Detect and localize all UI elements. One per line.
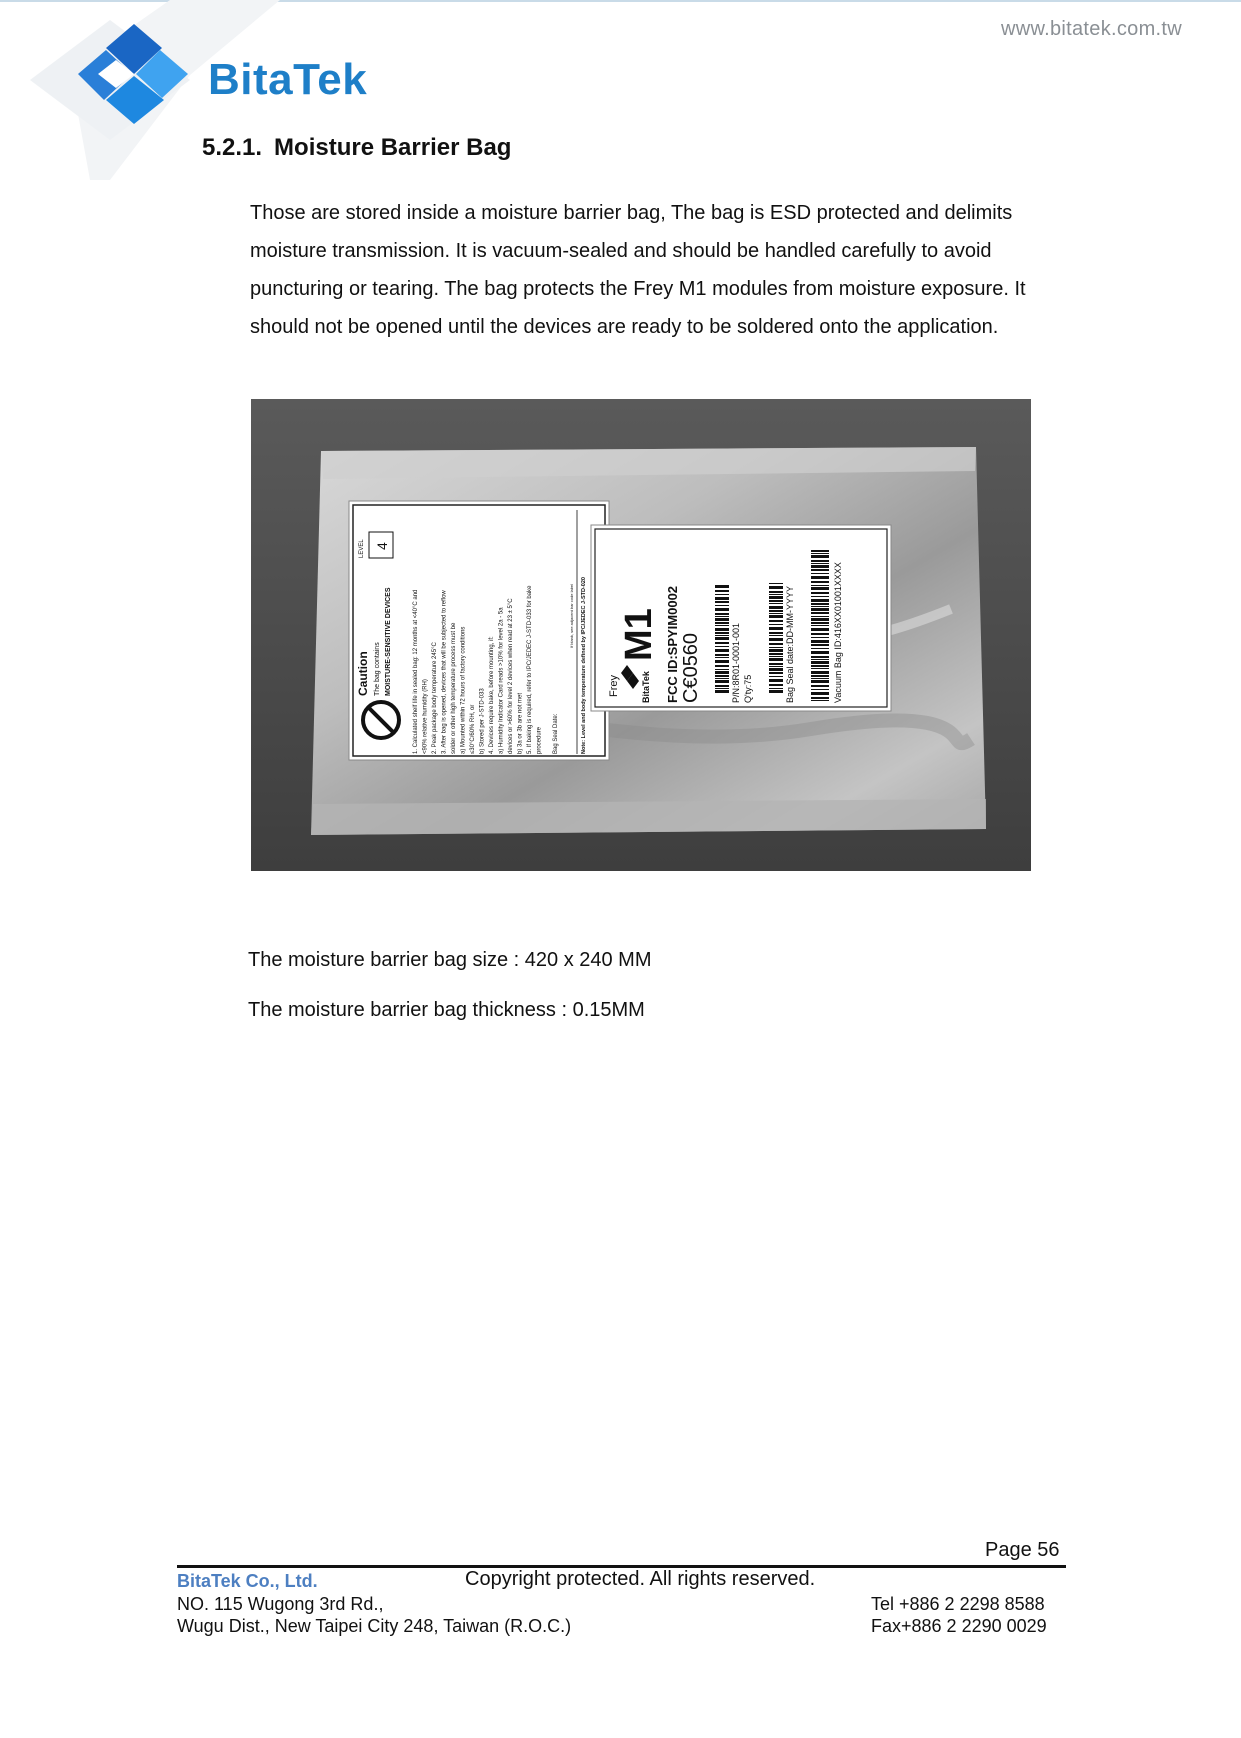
caution-title: Caution [356,651,370,696]
barcode-bar [715,688,729,689]
barcode-bar [811,603,829,605]
blank-note: If blank, see adjacent bar code label [569,583,574,648]
caution-item: a) Mounted within 72 hours of factory conditions [460,626,467,754]
barcode-bar [811,692,829,695]
barcode-bar [769,606,783,609]
caution-item: <90% relative humidity (RH) [422,679,429,754]
barcode-bar [811,592,829,594]
barcode-bar [769,613,783,614]
barcode-bar [811,689,829,690]
barcode-bar [769,656,783,657]
barcode-bar [769,586,783,589]
caution-label [349,501,609,760]
barcode-bar [715,646,729,647]
barcode-bar [769,643,783,645]
barcode-bar [811,612,829,614]
barcode-bar [811,700,829,701]
barcode-bar [811,573,829,574]
barcode-bar [715,680,729,683]
barcode-bar [811,661,829,664]
barcode-bar [769,668,783,671]
barcode-bar [811,596,829,597]
caution-item: 4. Devices require bake, before mounting, if: [489,636,495,754]
product-seal-date: Bag Seal date:DD-MM-YYYY [785,585,795,703]
barcode-bar [811,563,829,564]
product-brand-small: Frey [608,675,620,697]
barcode-bar [715,665,729,667]
barcode-bar [715,625,729,626]
website-url: www.bitatek.com.tw [1001,18,1183,40]
caution-devices: MOISTURE-SENSITIVE DEVICES [385,587,392,696]
barcode-bar [769,658,783,661]
barcode-bar [715,622,729,624]
barcode-bar [811,628,829,631]
barcode-bar [811,599,829,602]
barcode-bar [715,590,729,592]
caution-item: procedure [536,726,543,754]
barcode-bar [811,618,829,621]
caution-item: 3. After bag is opened, devices that will be subjected to reflow [441,590,448,754]
barcode-bar [769,632,783,634]
barcode-bar [715,678,729,679]
barcode-bar [811,656,829,658]
barcode-bar [811,668,829,669]
section-paragraph: Those are stored inside a moisture barrier bag, The bag is ESD protected and delimits moisture transmission. It is vacuum-sealed and should be handled carefully to avoid puncturing or tearing. The bag protects the Frey M1 modules from moisture exposure. It should not be opened until the devices are ready to be soldered onto the application. [250,202,1026,338]
barcode-bar [811,585,829,586]
bitatek-logo-icon [76,24,196,124]
barcode-bar [715,669,729,670]
page-number: Page 56 [985,1539,1060,1561]
barcode-bar [715,637,729,640]
bag-size-text: The moisture barrier bag size : 420 x 240 MM [248,949,652,971]
barcode-bar [811,550,829,552]
caution-item: 5. If baking is required, refer to IPC/JEDEC J-STD-033 for bake [527,585,533,754]
barcode-bar [811,680,829,683]
barcode-bar [811,697,829,699]
barcode-bar [715,642,729,644]
barcode-bar [715,585,729,588]
barcode-bar [715,657,729,658]
level-label: LEVEL [359,539,365,558]
barcode-bar [715,671,729,674]
moisture-barrier-bag-photo [251,399,1031,871]
caution-note: Note: Level and body temperature defined by IPC/JEDEC J-STD-020 [581,577,587,754]
barcode-bar [811,616,829,617]
barcode-bar [715,654,729,656]
caution-item: b) 3a or 3b are not met [517,692,524,754]
barcode-bar [715,616,729,617]
section-heading [202,134,511,162]
caution-item: a) Humidity Indicator Card reads >10% for level 2a - 5a [498,607,505,754]
bag-thickness-text: The moisture barrier bag thickness : 0.15MM [248,999,645,1021]
product-maker: BitaTek [641,671,651,703]
section-number: 5.2.1. [202,134,263,161]
barcode-bar [811,608,829,611]
product-pn: P/N:8R01-0001-001 [731,622,741,703]
product-bag-id: Vacuum Bag ID:416XX01001XXXX [833,562,843,703]
product-model: M1 [618,608,660,661]
barcode-bar [715,597,729,600]
barcode-bar [715,613,729,615]
barcode-bar [769,600,783,602]
caution-item: b) Stored per J-STD-033 [479,688,486,754]
barcode-bar [811,625,829,626]
barcode-bar [769,663,783,665]
barcode-bar [811,678,829,679]
barcode-bar [769,672,783,674]
caution-subtitle: The bag contains [374,642,381,696]
product-label [591,525,891,711]
barcode-bar [769,624,783,625]
barcode-bar [811,576,829,579]
barcode-bar [769,615,783,618]
barcode-bar [715,660,729,663]
barcode-bar [769,679,783,682]
barcode-bar [811,560,829,562]
barcode-bar [769,688,783,689]
barcode-bar [715,601,729,603]
barcode-bar [769,594,783,595]
caution-item: 2. Peak package body temperature 245°C [432,642,438,754]
barcode-bar [769,596,783,599]
product-qty: Q'ty:75 [743,674,753,703]
caution-item: devices or >60% for level 2 devices when read at 23 ± 5°C [508,598,514,754]
barcode-bar [715,675,729,677]
barcode-bar [769,635,783,636]
barcode-bar [769,690,783,693]
barcode-bar [769,583,783,584]
barcode-bar [715,594,729,595]
barcode-bar [769,647,783,648]
barcode-bar [769,684,783,686]
barcode-bar [769,638,783,641]
barcode-bar [811,565,829,568]
barcode-bar [811,553,829,554]
logo-text: BitaTek [208,55,368,104]
barcode-bar [811,606,829,607]
barcode-bar [769,666,783,667]
section-title: Moisture Barrier Bag [274,134,512,161]
barcode-bar [811,581,829,583]
address-line-2: Wugu Dist., New Taipei City 248, Taiwan (R.O.C.) [177,1616,572,1636]
barcode-bar [769,603,783,604]
barcode-bar [769,653,783,655]
barcode-bar [769,620,783,622]
barcode-bar [811,648,829,649]
barcode-bar [715,685,729,687]
barcode-bar [715,628,729,631]
barcode-bar [811,569,829,571]
barcode-bar [769,649,783,652]
barcode-bar [811,640,829,643]
product-ce-mark: C€0560 [680,632,702,703]
barcode-bar [811,587,829,590]
barcode-bar [769,627,783,630]
barcode-bar [715,635,729,636]
barcode-bar [811,633,829,635]
barcode-bar [769,676,783,677]
caution-item: solder or other high temperature process must be [451,622,457,754]
level-value: 4 [374,542,390,550]
barcode-bar [715,632,729,634]
barcode-bar [715,605,729,606]
product-fcc-id: FCC ID:SPYIM0002 [665,585,680,703]
caution-item: ≤30°C/60% RH, or [470,704,476,754]
address-line-1: NO. 115 Wugong 3rd Rd., [177,1594,384,1614]
barcode-bar [715,618,729,621]
barcode-bar [811,555,829,558]
barcode-bar [769,591,783,593]
fax: Fax+886 2 2290 0029 [871,1616,1047,1636]
barcode-bar [811,665,829,667]
barcode-bar [811,659,829,660]
barcode-bar [811,622,829,624]
telephone: Tel +886 2 2298 8588 [871,1594,1045,1614]
barcode-bar [715,690,729,693]
barcode-bar [715,649,729,652]
copyright-notice: Copyright protected. All rights reserved. [465,1568,816,1590]
barcode-bar [811,651,829,654]
barcode-bar [811,675,829,677]
barcode-bar [769,610,783,612]
barcode-bar [811,644,829,646]
barcode-pn [715,585,729,693]
caution-item: 1. Calculated shelf life in sealed bag: 12 months at <40°C and [413,589,419,754]
barcode-bar [811,637,829,638]
barcode-bar [811,685,829,687]
barcode-bar [715,608,729,611]
company-name: BitaTek Co., Ltd. [177,1571,318,1591]
bag-seal-date-caution: Bag Seal Date: [553,713,559,754]
barcode-bar [811,671,829,674]
